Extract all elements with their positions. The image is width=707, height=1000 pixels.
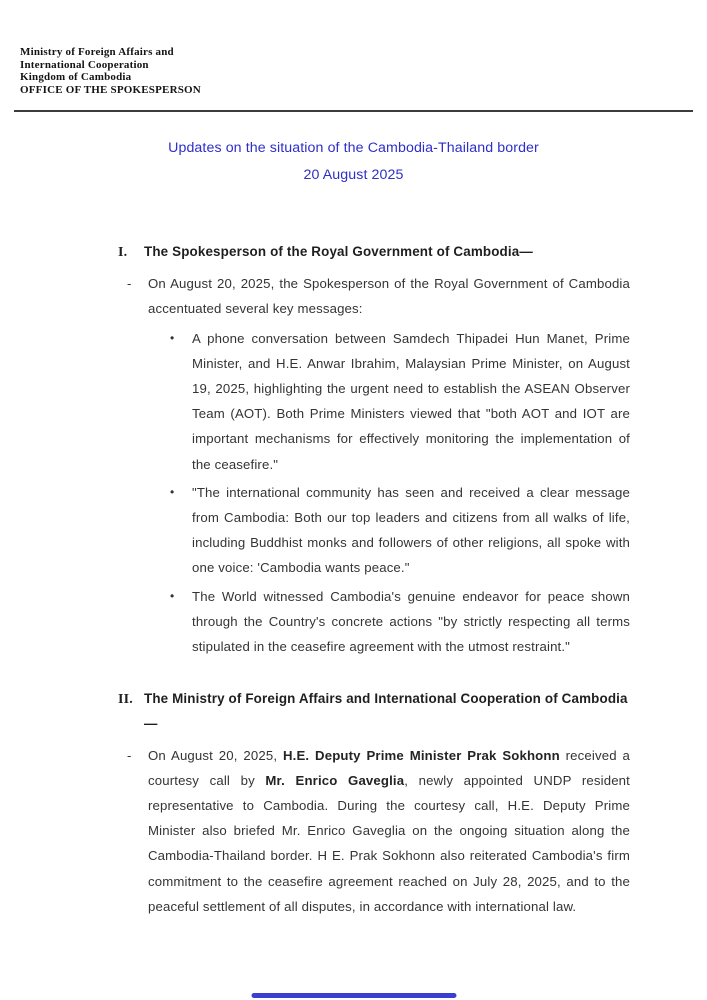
section-ministry bbox=[118, 686, 630, 919]
bottom-indicator-bar[interactable] bbox=[251, 993, 456, 998]
section-spokesperson bbox=[118, 239, 630, 659]
section-1-intro-text: On August 20, 2025, the Spokesperson of the Royal Government of Cambodia accentuated several key messages: bbox=[148, 276, 630, 317]
document-title bbox=[14, 135, 693, 189]
bullet-item bbox=[118, 326, 630, 477]
section-1-bullet-list bbox=[118, 326, 630, 660]
dash-marker: - bbox=[127, 747, 132, 763]
section-2-heading-text: The Ministry of Foreign Affairs and International Cooperation of Cambodia— bbox=[144, 691, 628, 732]
section-1-heading-text: The Spokesperson of the Royal Government of Cambodia— bbox=[144, 244, 533, 259]
section-1-numeral: I. bbox=[118, 245, 128, 260]
letterhead-line-3: Kingdom of Cambodia bbox=[20, 71, 132, 84]
document-body bbox=[118, 239, 630, 922]
person-name-bold: Mr. Enrico Gaveglia bbox=[265, 772, 405, 788]
title-line-2: 20 August 2025 bbox=[303, 167, 404, 183]
letterhead-line-1: Ministry of Foreign Affairs and bbox=[20, 46, 174, 58]
section-2-intro-item bbox=[118, 743, 630, 919]
bullet-item bbox=[118, 584, 630, 660]
section-1-intro-item bbox=[118, 271, 630, 321]
bullet-icon: • bbox=[170, 484, 175, 499]
letterhead bbox=[20, 46, 201, 96]
bullet-icon: • bbox=[170, 588, 175, 603]
header-divider bbox=[14, 110, 693, 112]
bullet-icon: • bbox=[170, 330, 175, 345]
person-name-bold: H.E. Deputy Prime Minister Prak Sokhonn bbox=[282, 747, 560, 763]
letterhead-line-4: OFFICE OF THE SPOKESPERSON bbox=[20, 83, 201, 96]
section-2-paragraph bbox=[148, 743, 630, 919]
bullet-item bbox=[118, 480, 630, 581]
paragraph-segment: , newly appointed UNDP resident representative to Cambodia. During the courtesy call, H.E. Deputy Prime Minister also briefed Mr. Enrico Gaveglia on the ongoing situation along the Cambodia-Thailand border. H E. Prak Sokhonn also reiterated Cambodia's firm commitment to the ceasefire agreement reached on July 28, 2025, and to the peaceful settlement of all disputes, in accordance with international law. bbox=[148, 772, 630, 914]
paragraph-segment: On August 20, 2025, bbox=[148, 747, 283, 763]
title-line-1: Updates on the situation of the Cambodia-Thailand border bbox=[168, 140, 539, 156]
section-2-heading bbox=[118, 686, 630, 736]
section-1-heading bbox=[118, 239, 630, 265]
dash-marker: - bbox=[127, 276, 132, 292]
bullet-text: A phone conversation between Samdech Thipadei Hun Manet, Prime Minister, and H.E. Anwar Ibrahim, Malaysian Prime Minister, on August 19, 2025, highlighting the urgent need to establish the ASEAN Observer Team (AOT). Both Prime Ministers viewed that "both AOT and IOT are important mechanisms for effectively monitoring the implementation of the ceasefire." bbox=[192, 330, 630, 472]
letterhead-line-2: International Cooperation bbox=[20, 58, 149, 71]
paragraph-segment: received a courtesy call by bbox=[148, 747, 630, 788]
section-2-numeral: II. bbox=[118, 692, 133, 708]
bullet-text: "The international community has seen and received a clear message from Cambodia: Both our top leaders and citizens from all walks of life, including Buddhist monks and followers of other religions, all spoke with one voice: 'Cambodia wants peace." bbox=[192, 484, 630, 576]
bullet-text: The World witnessed Cambodia's genuine endeavor for peace shown through the Country's concrete actions "by strictly respecting all terms stipulated in the ceasefire agreement with the utmost restraint." bbox=[192, 588, 630, 655]
